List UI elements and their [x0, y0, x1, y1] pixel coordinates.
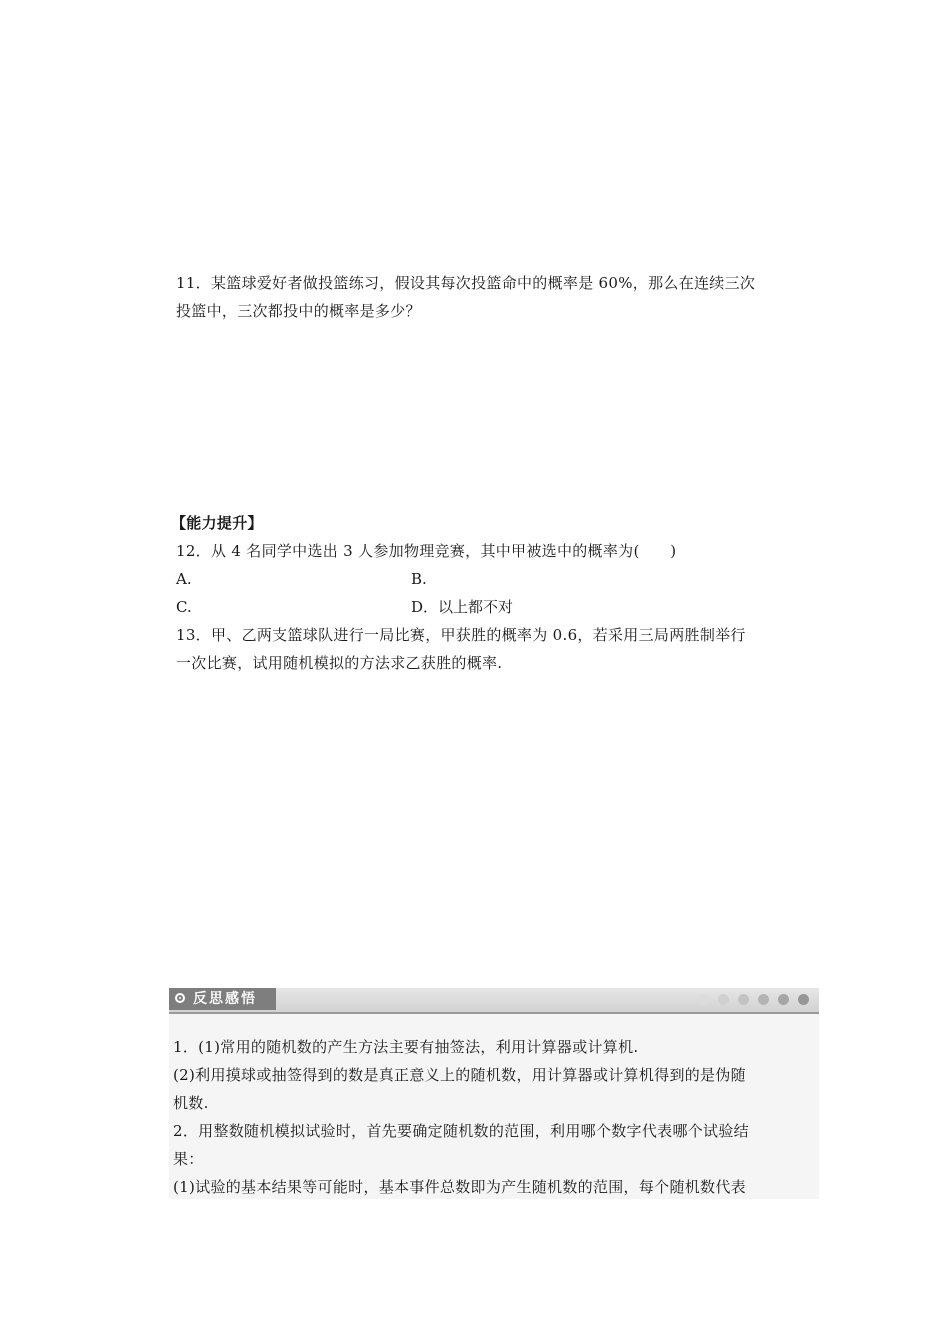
question-11-line-2: 投篮中，三次都投中的概率是多少？ [176, 302, 421, 320]
dot-icon [778, 994, 789, 1005]
reflection-line-4: 2．用整数随机模拟试验时，首先要确定随机数的范围，利用哪个数字代表哪个试验结 [173, 1122, 749, 1140]
reflection-line-1: 1．(1)常用的随机数的产生方法主要有抽签法，利用计算器或计算机. [173, 1038, 639, 1056]
reflection-line-5: 果： [173, 1150, 204, 1168]
reflection-banner [169, 988, 819, 1014]
question-13-line-1: 13．甲、乙两支篮球队进行一局比赛，甲获胜的概率为 0.6，若采用三局两胜制举行 [176, 626, 746, 644]
section-heading-ability: 【能力提升】 [171, 514, 263, 532]
reflection-line-6: (1)试验的基本结果等可能时，基本事件总数即为产生随机数的范围，每个随机数代表 [173, 1178, 746, 1196]
option-b: B. [411, 570, 427, 588]
dot-icon [758, 994, 769, 1005]
reflection-line-3: 机数. [173, 1094, 209, 1112]
reflection-title: 反思感悟 [193, 991, 257, 1007]
dot-icon [798, 994, 809, 1005]
question-13-line-2: 一次比赛，试用随机模拟的方法求乙获胜的概率. [176, 654, 503, 672]
question-11-line-1: 11．某篮球爱好者做投篮练习，假设其每次投篮命中的概率是 60%，那么在连续三次 [176, 274, 756, 292]
circle-bullet-icon [175, 993, 185, 1003]
dot-icon [718, 994, 729, 1005]
question-12: 12．从 4 名同学中选出 3 人参加物理竞赛，其中甲被选中的概率为( ) [176, 542, 677, 560]
reflection-tab [169, 988, 276, 1010]
decorative-dots [698, 994, 809, 1005]
option-a: A. [176, 570, 192, 588]
dot-icon [738, 994, 749, 1005]
dot-icon [698, 994, 709, 1005]
option-d: D．以上都不对 [411, 598, 514, 616]
option-c: C. [176, 598, 192, 616]
reflection-line-2: (2)利用摸球或抽签得到的数是真正意义上的随机数，用计算器或计算机得到的是伪随 [173, 1066, 746, 1084]
